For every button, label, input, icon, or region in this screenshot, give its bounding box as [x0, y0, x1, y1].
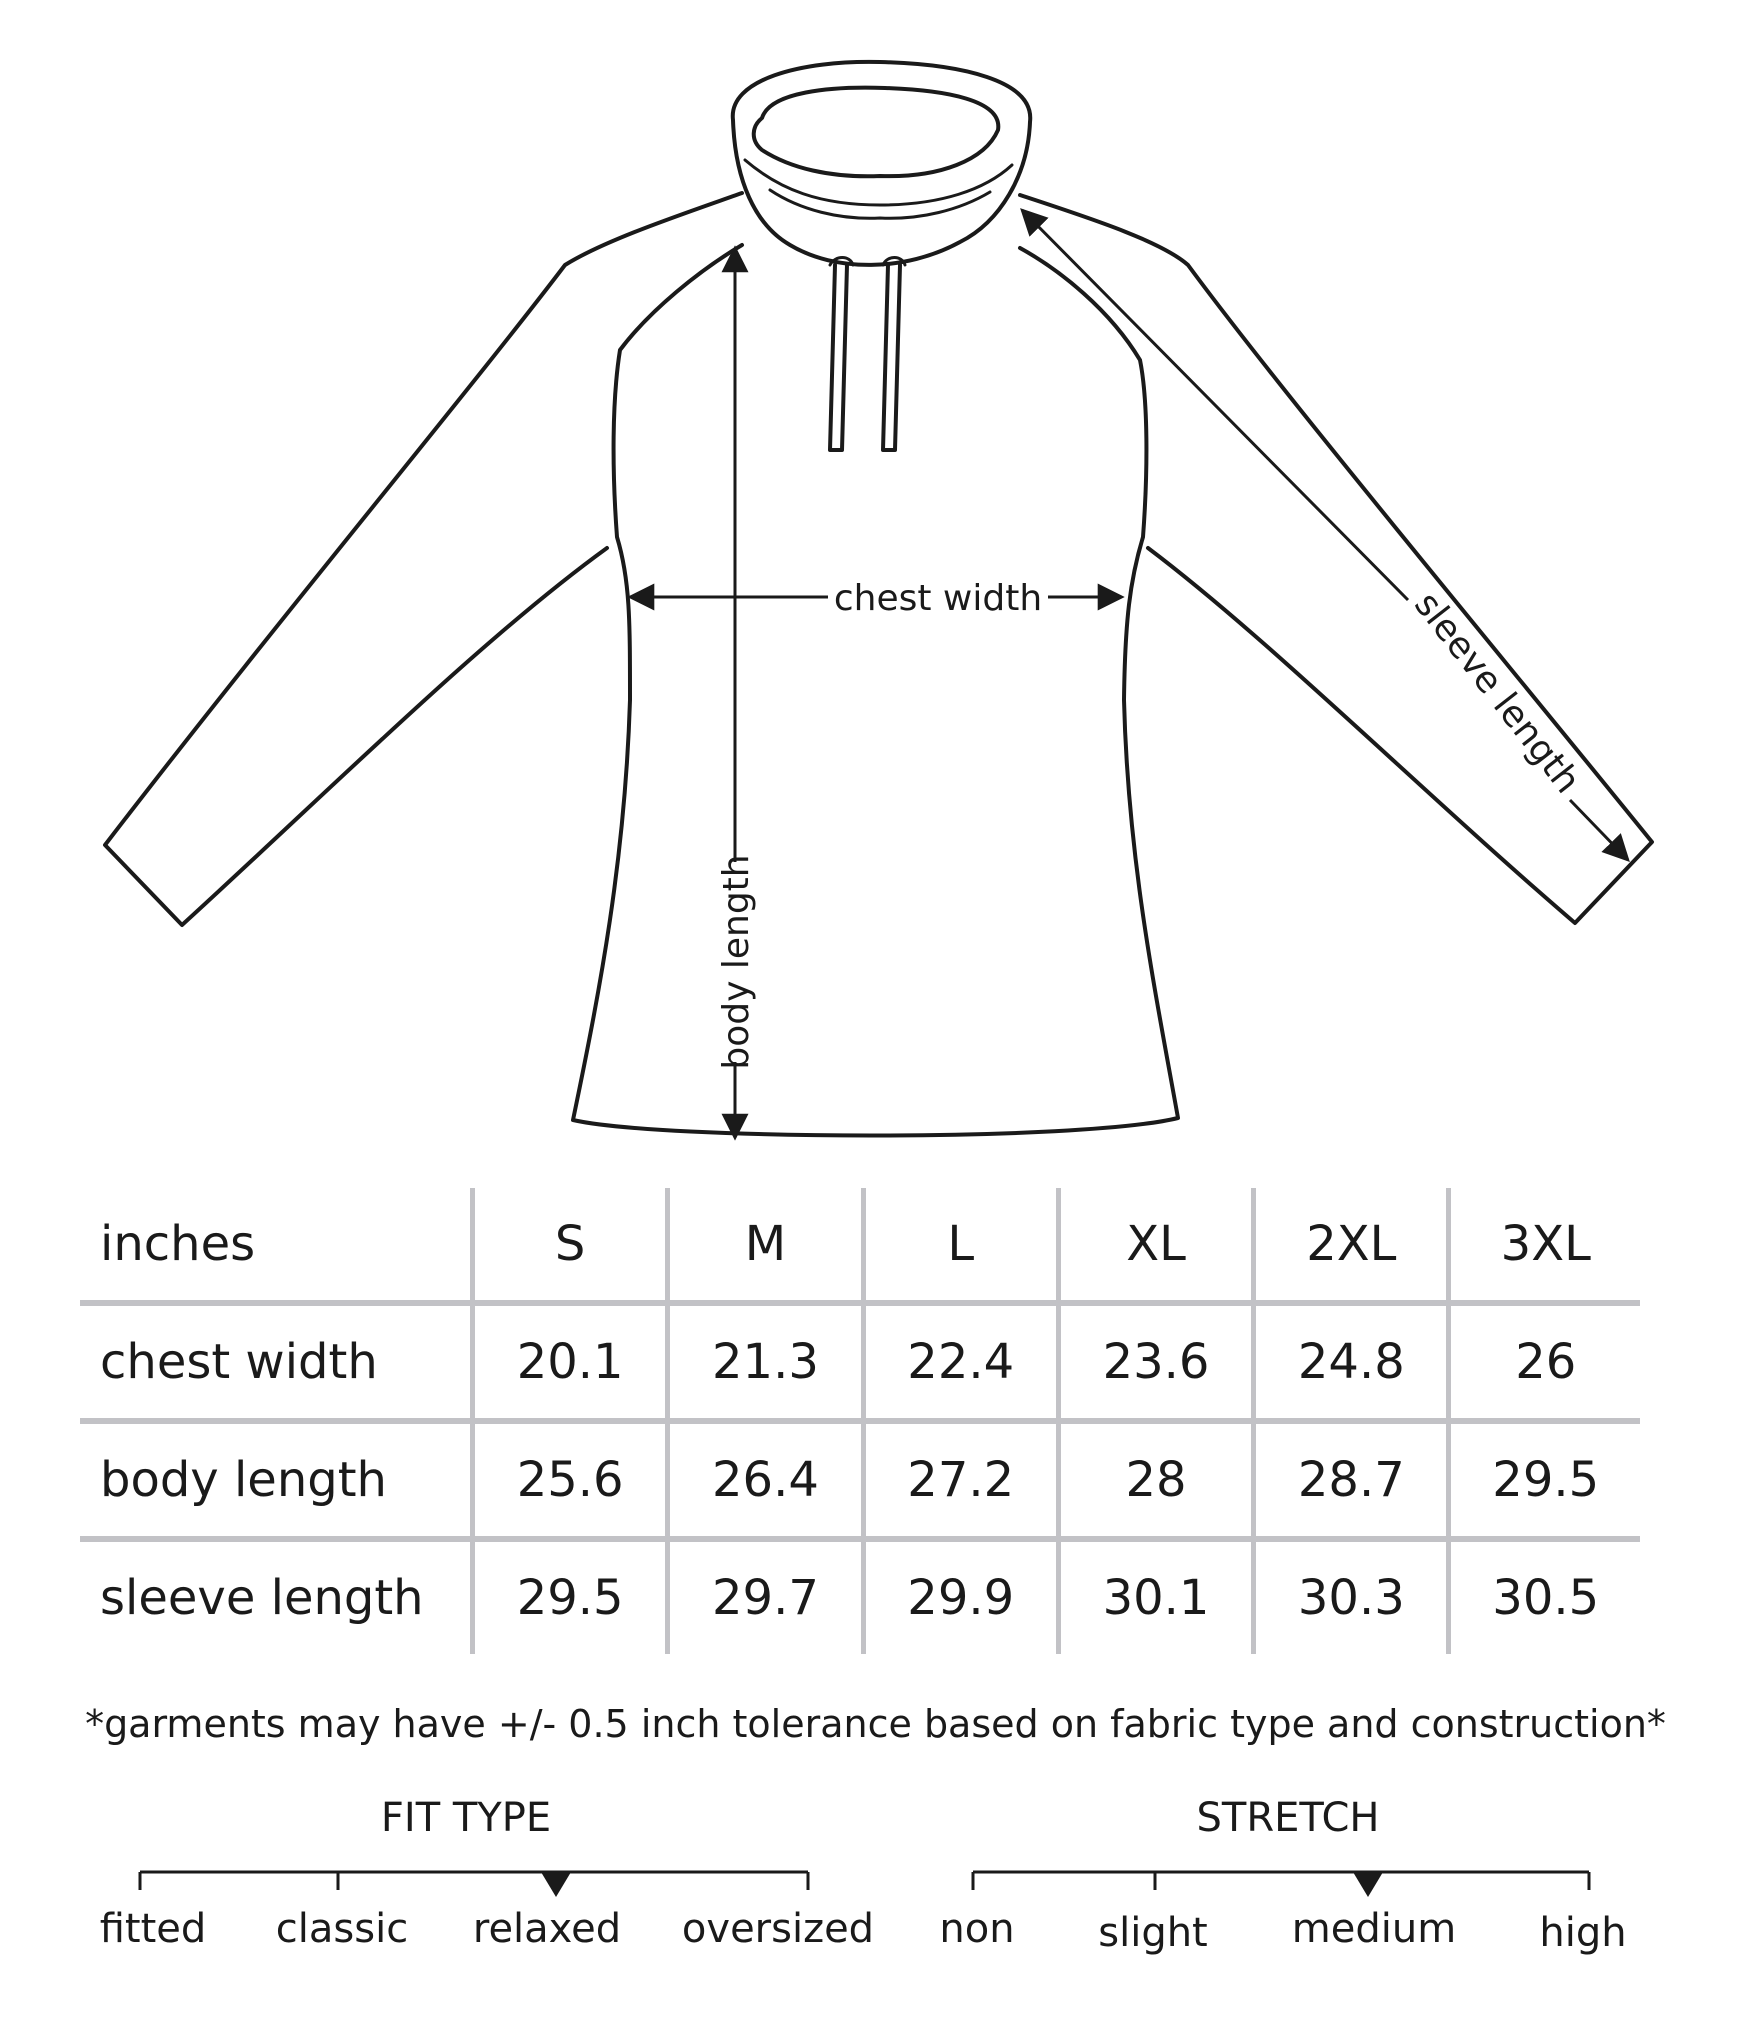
stretch-option: non	[939, 1906, 1015, 1952]
size-header: M	[668, 1188, 863, 1303]
fit-type-option: classic	[275, 1906, 409, 1952]
unit-header: inches	[100, 1216, 256, 1272]
table-cell: 26	[1449, 1303, 1640, 1421]
table-cell: 25.6	[473, 1421, 668, 1539]
row-label: body length	[100, 1452, 387, 1508]
row-label: chest width	[100, 1334, 378, 1390]
table-cell: 29.5	[1449, 1421, 1640, 1539]
table-cell: 22.4	[863, 1303, 1058, 1421]
chest-width-label: chest width	[833, 578, 1043, 619]
table-cell: 30.3	[1254, 1539, 1449, 1654]
row-label: sleeve length	[100, 1570, 424, 1626]
table-cell: 30.1	[1058, 1539, 1253, 1654]
stretch-option: medium	[1291, 1906, 1457, 1952]
table-cell: 29.5	[473, 1539, 668, 1654]
table-cell: 28	[1058, 1421, 1253, 1539]
size-header: L	[863, 1188, 1058, 1303]
table-cell: 29.7	[668, 1539, 863, 1654]
fit-type-title: FIT TYPE	[380, 1795, 552, 1841]
fit-type-selected-marker	[541, 1872, 571, 1897]
fit-type-option: oversized	[681, 1906, 875, 1952]
table-cell: 21.3	[668, 1303, 863, 1421]
stretch-option: high	[1539, 1910, 1627, 1956]
table-cell: 20.1	[473, 1303, 668, 1421]
fit-type-option: fitted	[99, 1906, 207, 1952]
size-header: XL	[1058, 1188, 1253, 1303]
tolerance-note: *garments may have +/- 0.5 inch tolerance based on fabric type and construction*	[85, 1702, 1666, 1746]
stretch-selected-marker	[1353, 1872, 1383, 1897]
table-cell: 23.6	[1058, 1303, 1253, 1421]
sleeve-length-label: sleeve length	[1406, 584, 1588, 802]
table-cell: 27.2	[863, 1421, 1058, 1539]
stretch-option: slight	[1098, 1910, 1208, 1956]
table-cell: 30.5	[1449, 1539, 1640, 1654]
table-cell: 26.4	[668, 1421, 863, 1539]
size-header: 3XL	[1449, 1188, 1640, 1303]
table-cell: 28.7	[1254, 1421, 1449, 1539]
size-header: S	[473, 1188, 668, 1303]
table-cell: 24.8	[1254, 1303, 1449, 1421]
stretch-title: STRETCH	[1196, 1795, 1380, 1841]
table-cell: 29.9	[863, 1539, 1058, 1654]
size-header: 2XL	[1254, 1188, 1449, 1303]
body-length-label: body length	[716, 854, 757, 1070]
fit-type-option: relaxed	[472, 1906, 622, 1952]
